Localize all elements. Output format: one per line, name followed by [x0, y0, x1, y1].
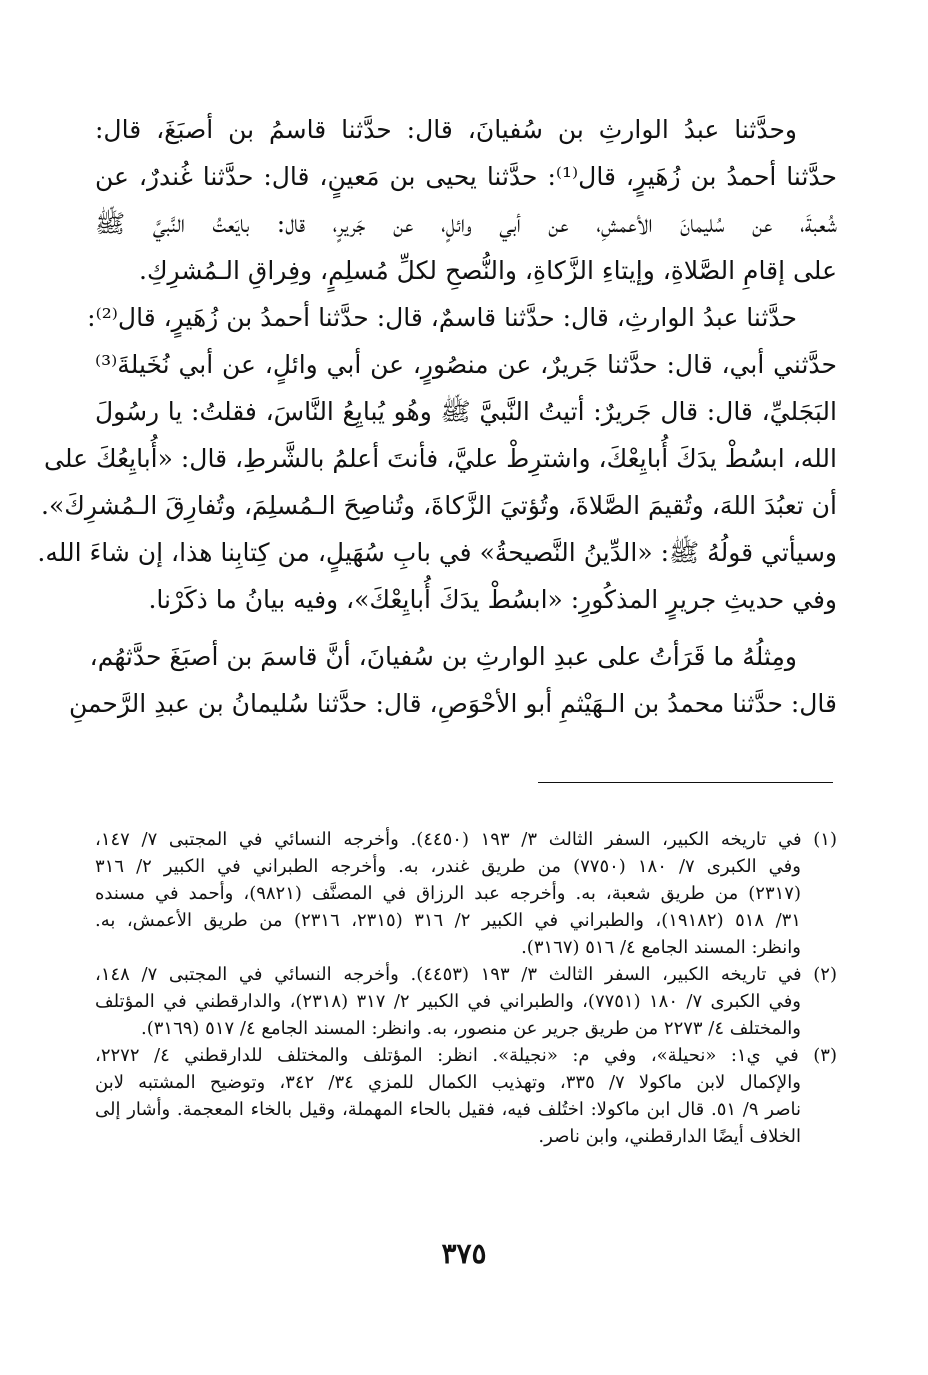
main-text-line: حدَّثني أبي، قال: حدَّثنا جَريرٌ، عن منصُورٍ، عن أبي وائلٍ، عن أبي نُخَيلةَ⁽³⁾ [95, 350, 837, 379]
main-text-line: أن تعبُدَ اللهَ، وتُقيمَ الصَّلاةَ، وتُؤتيَ الزَّكاةَ، وتُناصِحَ الـمُسلِمَ، وتُفارِقَ الـمُشرِكَ». [41, 491, 837, 520]
main-text-line: وفي حديثِ جريرٍ المذكُورِ: «ابسُطْ يدَكَ أُبايِعْكَ»، وفيه بيانُ ما ذكَرْنا. [148, 585, 837, 614]
footnote-line: والمختلف ٤/ ٢٢٧٣ من طريق جرير عن منصور، به. وانظر: المسند الجامع ٤/ ٥١٧ (٣١٦٩). [140, 1018, 801, 1039]
main-text-line: البَجَليِّ، قال: قال جَريرٌ: أتيتُ النَّبيَّ ﷺ وهُو يُبايِعُ النَّاسَ، فقلتُ: يا رسُولَ [95, 397, 837, 426]
footnote-line: وفي الكبرى ٧/ ١٨٠ (٧٧٥٠) من طريق غندر، به. وأخرجه الطبراني في الكبير ٢/ ٣١٦ [95, 856, 801, 877]
footnote-line: وانظر: المسند الجامع ٤/ ٥١٦ (٣١٦٧). [521, 937, 801, 958]
main-text-line: حدَّثنا عبدُ الوارثِ، قال: حدَّثنا قاسمٌ، قال: حدَّثنا أحمدُ بن زُهَيرٍ، قال⁽²⁾: [87, 303, 797, 332]
main-text-line: قال: حدَّثنا محمدُ بن الـهَيْثمِ أبو الأحْوَصِ، قال: حدَّثنا سُليمانُ بن عبدِ الرَّحمنِ [68, 689, 837, 718]
main-text-line: ومِثلُهُ ما قَرَأتُ على عبدِ الوارثِ بن سُفيانَ، أنَّ قاسمَ بن أصبَغَ حدَّثهُم، [89, 642, 797, 671]
main-text-line: شُعبةَ، عن سُليمانَ الأعمشِ، عن أبي وائلٍ، عن جَريرٍ، قال: بايَعتُ النَّبيَّ ﷺ [95, 209, 837, 238]
footnote-line: وفي الكبرى ٧/ ١٨٠ (٧٧٥١)، والطبراني في الكبير ٢/ ٣١٧ (٢٣١٨)، والدارقطني في المؤتلف [95, 991, 801, 1012]
footnote-line: (١) في تاريخه الكبير، السفر الثالث ٣/ ١٩٣ (٤٤٥٠). وأخرجه النسائي في المجتبى ٧/ ١٤٧، [95, 829, 837, 850]
main-text-line: حدَّثنا أحمدُ بن زُهَيرٍ، قال⁽¹⁾: حدَّثنا يحيى بن مَعينٍ، قال: حدَّثنا غُندرٌ، عن [95, 162, 837, 191]
page-number: ٣٧٥ [441, 1237, 487, 1270]
footnotes [95, 826, 837, 1150]
footnote-line: (٣) في ي١: «نحيلة»، وفي م: «نجيلة». انظر: المؤتلف والمختلف للدارقطني ٤/ ٢٢٧٢، [95, 1045, 837, 1066]
footnote-line: (٢٣١٧) من طريق شعبة، به. وأخرجه عبد الرزاق في المصنَّف (٩٨٢١)، وأحمد في مسنده [95, 883, 801, 904]
footnote-line: والإكمال لابن ماكولا ٧/ ٣٣٥، وتهذيب الكمال للمزي ٣٤/ ٣٤٢، وتوضيح المشتبه لابن [95, 1072, 802, 1093]
main-text-body [37, 106, 837, 727]
main-text-line: وحدَّثنا عبدُ الوارثِ بن سُفيانَ، قال: حدَّثنا قاسمُ بن أصبَغَ، قال: [95, 115, 797, 144]
main-text-line: على إقامِ الصَّلاةِ، وإيتاءِ الزَّكاةِ، والنُّصحِ لكلِّ مُسلِمٍ، وفِراقِ الـمُشرِكِ. [139, 256, 837, 285]
footnote-line: ٣١/ ٥١٨ (١٩١٨٢)، والطبراني في الكبير ٢/ ٣١٦ (٢٣١٥، ٢٣١٦) من طريق الأعمش، به. [95, 910, 801, 931]
main-text-line: الله، ابسُطْ يدَكَ أُبايِعْكَ، واشترِطْ عليَّ، فأنتَ أعلمُ بالشَّرطِ، قال: «أُبايِعُكَ على [44, 444, 837, 473]
footnote-separator [538, 782, 833, 783]
footnote-line: (٢) في تاريخه الكبير، السفر الثالث ٣/ ١٩٣ (٤٤٥٣). وأخرجه النسائي في المجتبى ٧/ ١٤٨، [95, 964, 837, 985]
footnote-line: ناصر ٩/ ٥١. قال ابن ماكولا: اختُلف فيه، فقيل بالحاء المهملة، وقيل بالخاء المعجمة. وأشار إلى [95, 1099, 801, 1120]
main-text-line: وسيأتي قولُهُ ﷺ: «الدِّينُ النَّصيحةُ» في بابِ سُهَيلٍ، من كِتابِنا هذا، إن شاءَ الله. [37, 538, 837, 567]
footnote-line: الخلاف أيضًا الدارقطني، وابن ناصر. [538, 1126, 801, 1147]
